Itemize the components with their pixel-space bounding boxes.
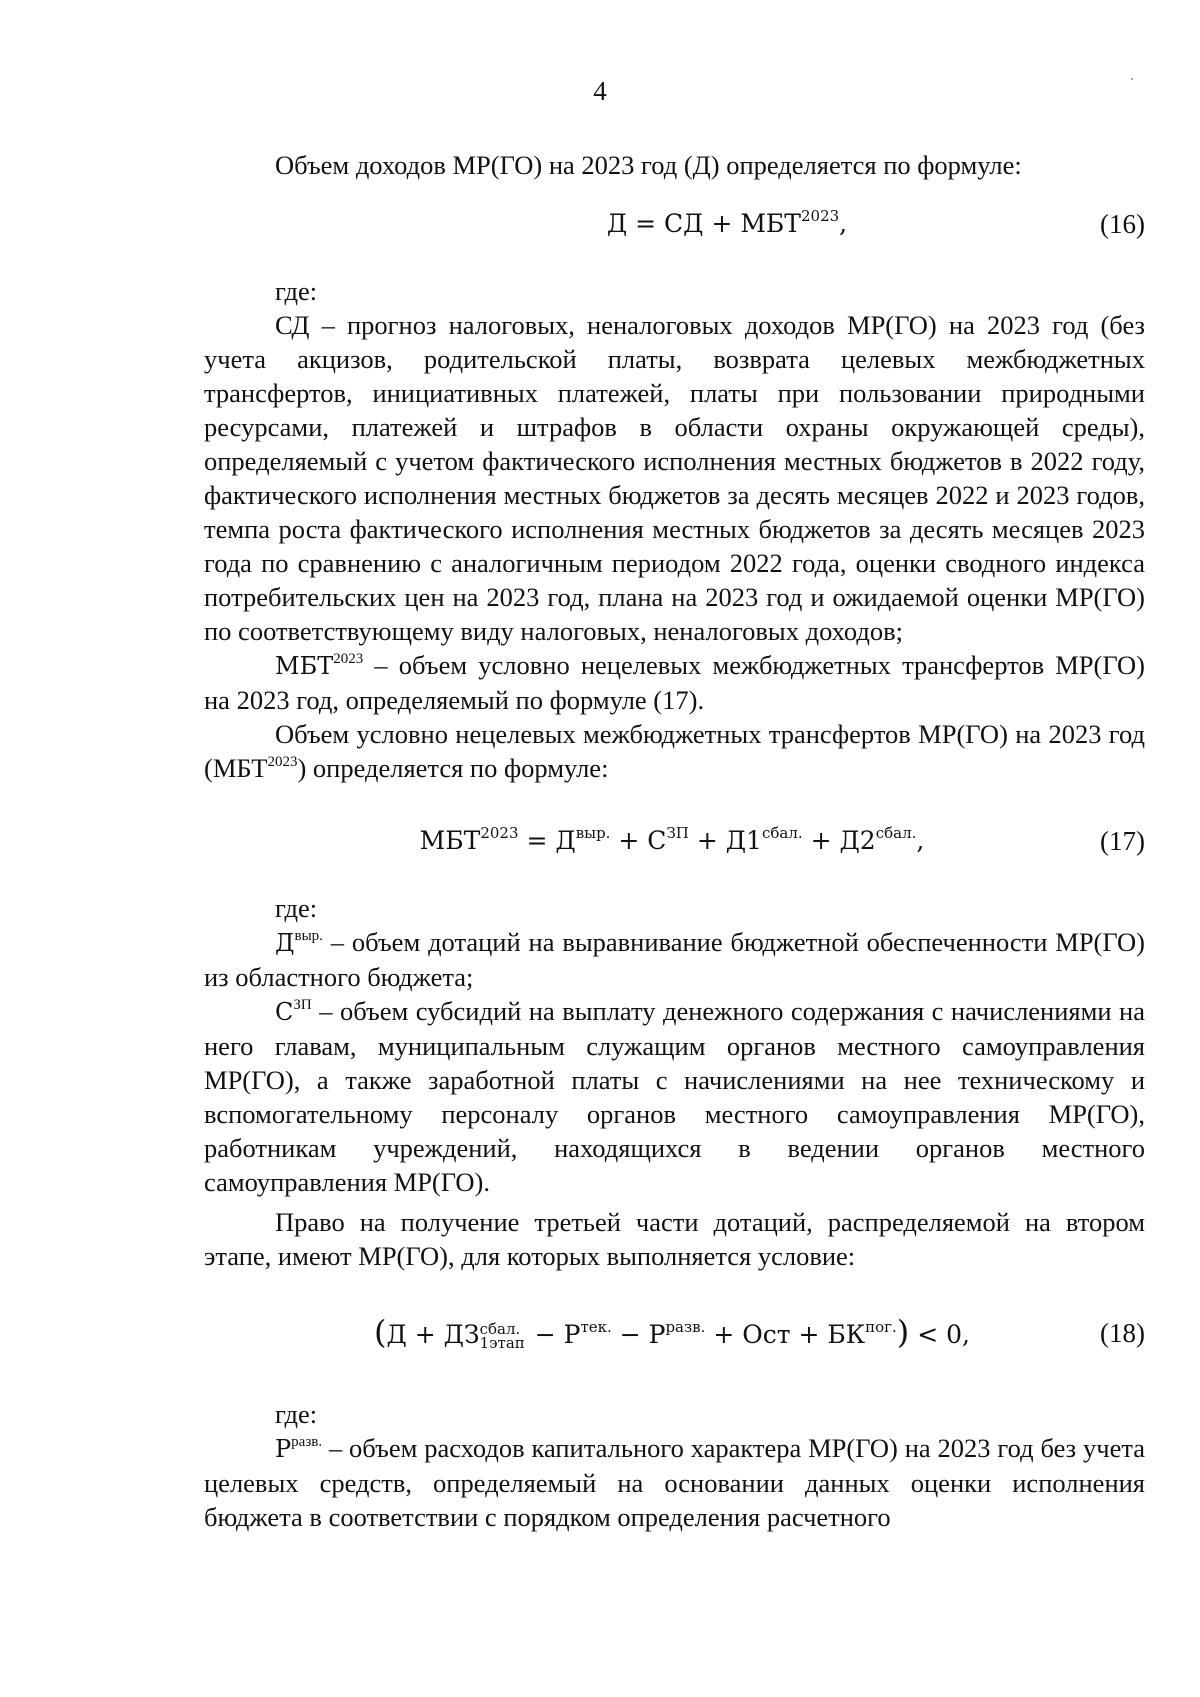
formula-18-term: − Р bbox=[611, 1319, 666, 1349]
formula-17-superscript: сбал. bbox=[761, 824, 803, 842]
szp-definition-text: – объем субсидий на выплату денежного содержания с начислениями на него главам, муниципальным служащим органов местного самоуправления МР(ГО), а также заработной платы с начислениями на нее техническому и вспомогательному персоналу органов местного самоуправления МР(ГО), работникам учреждений, находящихся в ведении органов местного самоуправления МР(ГО). bbox=[204, 996, 1145, 1197]
formula-18-expression bbox=[204, 1312, 1100, 1352]
formula-17-term: + С bbox=[610, 826, 667, 855]
mbt-definition-text: – объем условно нецелевых межбюджетных трансфертов МР(ГО) на 2023 год, определяемый по формуле (17). bbox=[204, 650, 1145, 715]
mbt-superscript: 2023 bbox=[333, 651, 364, 667]
formula-16-lhs: Д = СД + МБТ bbox=[606, 209, 801, 238]
formula-17-superscript: сбал. bbox=[875, 824, 917, 842]
formula-17-superscript: 2023 bbox=[480, 824, 519, 842]
formula-17-number: (17) bbox=[1100, 826, 1145, 856]
mbt-intro-before: Объем условно нецелевых межбюджетных трансфертов МР(ГО) на 2023 год (МБТ bbox=[204, 719, 1145, 783]
formula-18-term: + Ост + БК bbox=[705, 1319, 866, 1349]
rrazv-definition bbox=[204, 1431, 1145, 1534]
formula-18-term: Д + ДЗ bbox=[386, 1319, 480, 1349]
mbt-symbol: МБТ bbox=[275, 652, 334, 680]
formula-18-superscript: разв. bbox=[665, 1317, 706, 1336]
szp-superscript: ЗП bbox=[293, 997, 312, 1013]
formula-18-term: − Р bbox=[526, 1319, 581, 1349]
where-label: где: bbox=[275, 893, 318, 923]
formula-18-tail: < 0, bbox=[909, 1319, 970, 1349]
where-label: где: bbox=[275, 276, 318, 306]
dvyr-superscript: выр. bbox=[294, 928, 323, 944]
formula-18-subscript: 1этап bbox=[479, 1334, 525, 1352]
formula-16-number: (16) bbox=[1100, 209, 1145, 239]
formula-16 bbox=[204, 204, 1145, 244]
page-number: 4 bbox=[593, 76, 607, 106]
entitlement-paragraph: Право на получение третьей части дотаций, распределяемой на втором этапе, имеют МР(ГО), для которых выполняется условие: bbox=[204, 1207, 1145, 1271]
szp-symbol: С bbox=[275, 998, 294, 1026]
rrazv-symbol: Р bbox=[275, 1435, 292, 1463]
formula-17 bbox=[204, 819, 1145, 863]
mbt-intro-superscript: 2023 bbox=[267, 754, 298, 770]
formula-17-tail: , bbox=[916, 826, 925, 855]
scan-speck bbox=[1131, 78, 1133, 80]
rrazv-superscript: разв. bbox=[291, 1434, 323, 1450]
mbt-intro-paragraph bbox=[204, 717, 1145, 785]
formula-17-term: = Д bbox=[518, 826, 576, 855]
formula-18-open-paren: ( bbox=[374, 1312, 387, 1351]
formula-17-term: + Д2 bbox=[802, 826, 876, 855]
formula-16-tail: , bbox=[839, 209, 848, 238]
dvyr-definition bbox=[204, 925, 1145, 994]
dvyr-symbol: Д bbox=[275, 929, 295, 957]
formula-17-superscript: ЗП bbox=[666, 824, 689, 842]
document-body bbox=[204, 148, 1145, 1534]
szp-definition bbox=[204, 994, 1145, 1199]
formula-18-superscript: сбал. bbox=[479, 1320, 521, 1338]
formula-16-superscript: 2023 bbox=[800, 207, 840, 225]
dvyr-definition-text: – объем дотаций на выравнивание бюджетной обеспеченности МР(ГО) из областного бюджета; bbox=[204, 927, 1145, 992]
formula-18 bbox=[204, 1309, 1145, 1357]
formula-18-sup-sub bbox=[480, 1322, 525, 1350]
mbt-intro-after: ) определяется по формуле: bbox=[297, 753, 609, 783]
where-label: где: bbox=[275, 1399, 318, 1429]
sd-definition: СД – прогноз налоговых, неналоговых доходов МР(ГО) на 2023 год (без учета акцизов, родительской платы, возврата целевых межбюджетных трансфертов, инициативных платежей, платы при пользовании природными ресурсами, платежей и штрафов в области охраны окружающей среды), определяемый с учетом фактического исполнения местных бюджетов в 2022 году, фактического исполнения местных бюджетов за десять месяцев 2022 и 2023 годов, темпа роста фактического исполнения местных бюджетов за десять месяцев 2023 года по сравнению с аналогичным периодом 2022 года, оценки сводного индекса потребительских цен на 2023 год, плана на 2023 год и ожидаемой оценки МР(ГО) по соответствующему виду налоговых, неналоговых доходов; bbox=[204, 310, 1145, 646]
formula-18-superscript: пог. bbox=[865, 1317, 897, 1336]
rrazv-definition-text: – объем расходов капитального характера МР(ГО) на 2023 год без учета целевых средств, определяемый на основании данных оценки исполнения бюджета в соответствии с порядком определения расчетного bbox=[204, 1433, 1145, 1532]
formula-18-close-paren: ) bbox=[896, 1312, 910, 1351]
formula-17-term: МБТ bbox=[419, 826, 481, 855]
formula-17-expression bbox=[204, 824, 1100, 858]
formula-17-superscript: выр. bbox=[575, 824, 611, 842]
formula-17-term: + Д1 bbox=[688, 826, 762, 855]
formula-16-expression bbox=[204, 207, 1100, 241]
intro-paragraph: Объем доходов МР(ГО) на 2023 год (Д) определяется по формуле: bbox=[275, 150, 1022, 180]
formula-18-superscript: тек. bbox=[580, 1317, 612, 1336]
mbt-definition bbox=[204, 648, 1145, 717]
formula-18-number: (18) bbox=[1100, 1318, 1145, 1348]
